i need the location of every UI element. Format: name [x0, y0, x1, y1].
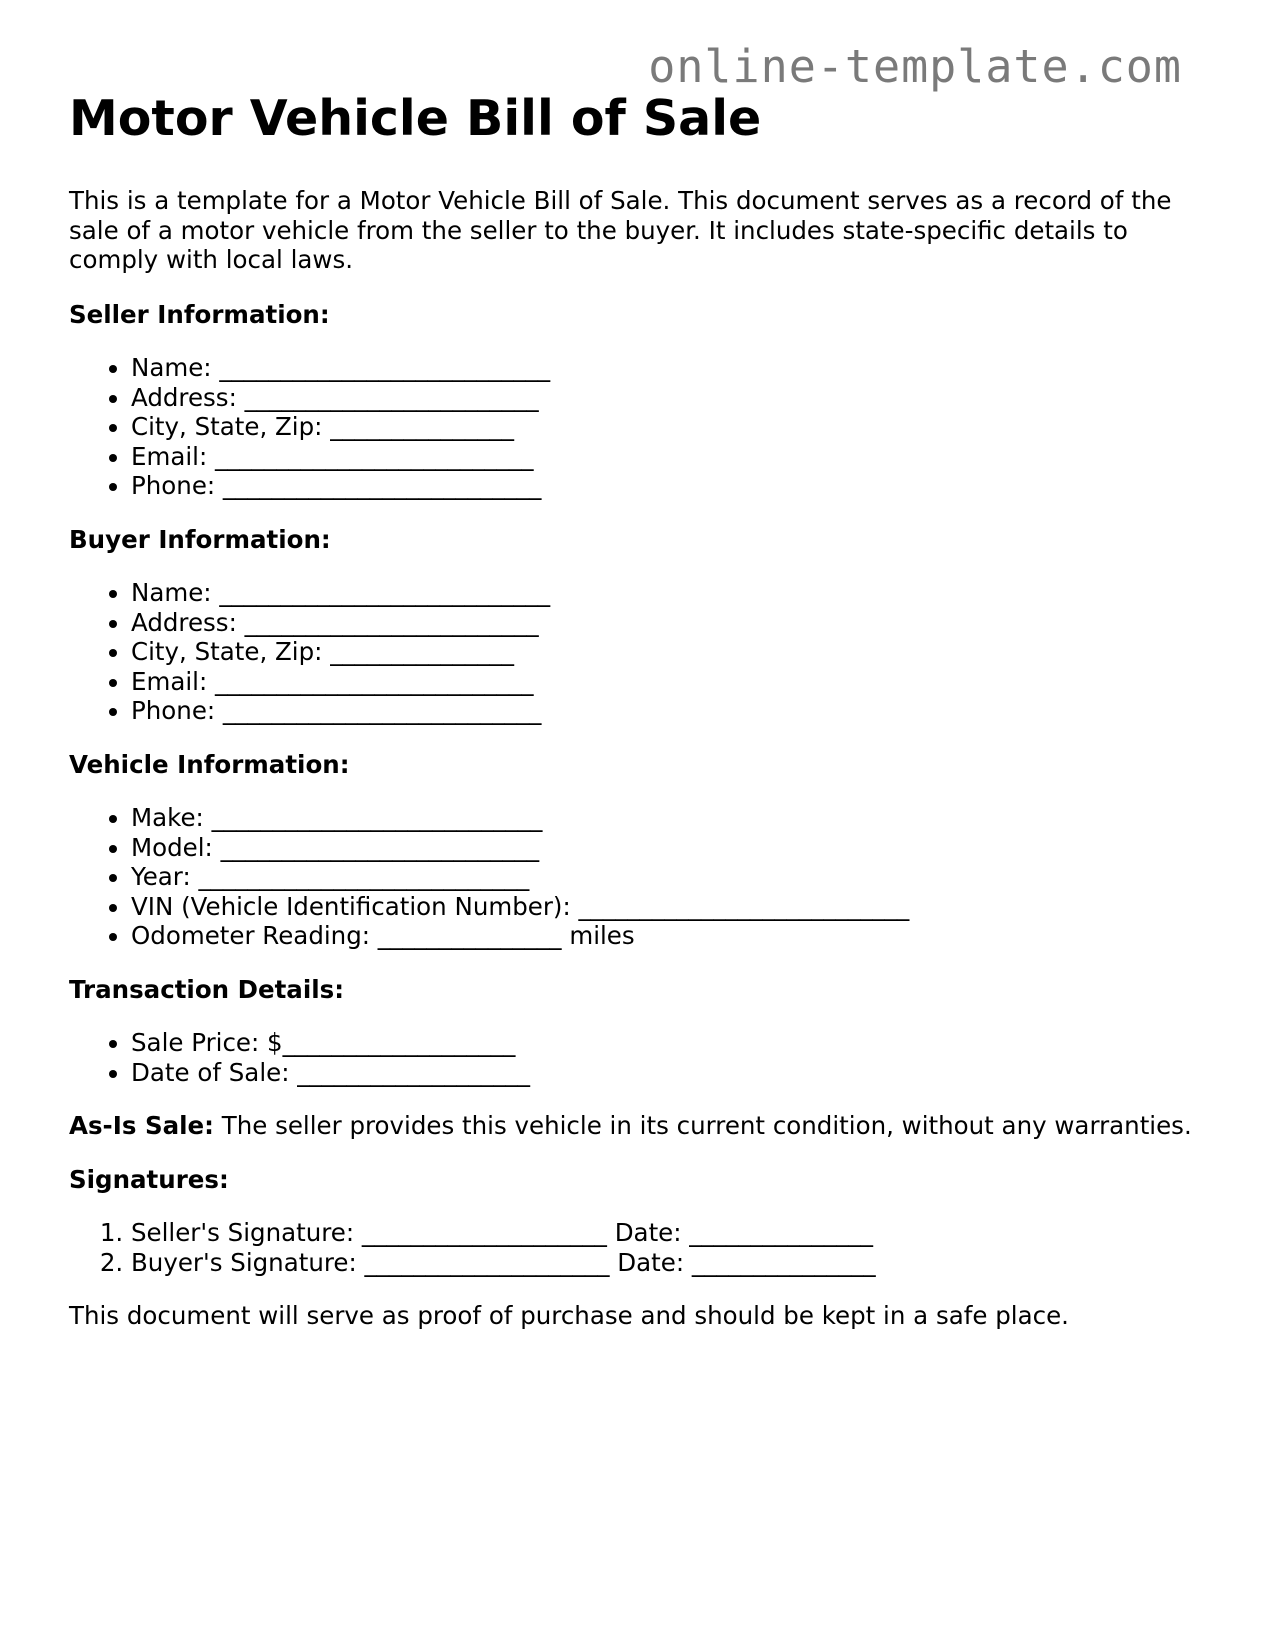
seller-phone-field: • Phone: __________________________	[131, 471, 1199, 501]
as-is-text: The seller provides this vehicle in its current condition, without any warranties.	[213, 1111, 1192, 1140]
date-of-sale-field: • Date of Sale: ___________________	[131, 1058, 1199, 1088]
vehicle-make-field: • Make: ___________________________	[131, 803, 1199, 833]
seller-email-field: • Email: __________________________	[131, 442, 1199, 472]
watermark: online-template.com	[648, 40, 1182, 93]
vehicle-odometer-field: • Odometer Reading: _______________ miles	[131, 921, 1199, 951]
sale-price-field: • Sale Price: $___________________	[131, 1028, 1199, 1058]
buyer-city-state-zip-field: • City, State, Zip: _______________	[131, 637, 1199, 667]
buyer-address-field: • Address: ________________________	[131, 608, 1199, 638]
buyer-phone-field: • Phone: __________________________	[131, 696, 1199, 726]
vehicle-model-field: • Model: __________________________	[131, 833, 1199, 863]
vehicle-list	[69, 803, 1199, 951]
seller-address-field: • Address: ________________________	[131, 383, 1199, 413]
intro-paragraph: This is a template for a Motor Vehicle Bill of Sale. This document serves as a record of the sale of a motor vehicle from the seller to the buyer. It includes state-specific details to comply with local laws.	[69, 186, 1172, 274]
buyer-heading: Buyer Information:	[69, 524, 331, 554]
as-is-label: As-Is Sale:	[69, 1111, 214, 1140]
transaction-list	[69, 1028, 1199, 1087]
buyer-list	[69, 578, 1199, 726]
seller-heading: Seller Information:	[69, 299, 330, 329]
as-is-paragraph	[69, 1111, 1199, 1141]
vehicle-heading: Vehicle Information:	[69, 749, 350, 779]
page-title: Motor Vehicle Bill of Sale	[69, 90, 762, 147]
signatures-heading: Signatures:	[69, 1164, 229, 1194]
buyer-signature-line: 2. Buyer's Signature: ____________________ Date: _______________	[131, 1248, 1199, 1278]
document-page	[69, 88, 1199, 1331]
vehicle-year-field: • Year: ___________________________	[131, 862, 1199, 892]
transaction-heading: Transaction Details:	[69, 974, 345, 1004]
seller-city-state-zip-field: • City, State, Zip: _______________	[131, 412, 1199, 442]
seller-signature-line: 1. Seller's Signature: ____________________ Date: _______________	[131, 1218, 1199, 1248]
signatures-list	[69, 1218, 1199, 1277]
seller-name-field: • Name: ___________________________	[131, 353, 1199, 383]
buyer-email-field: • Email: __________________________	[131, 667, 1199, 697]
vehicle-vin-field: • VIN (Vehicle Identification Number): ___________________________	[131, 892, 1199, 922]
footer-note: This document will serve as proof of purchase and should be kept in a safe place.	[69, 1301, 1069, 1330]
buyer-name-field: • Name: ___________________________	[131, 578, 1199, 608]
seller-list	[69, 353, 1199, 501]
